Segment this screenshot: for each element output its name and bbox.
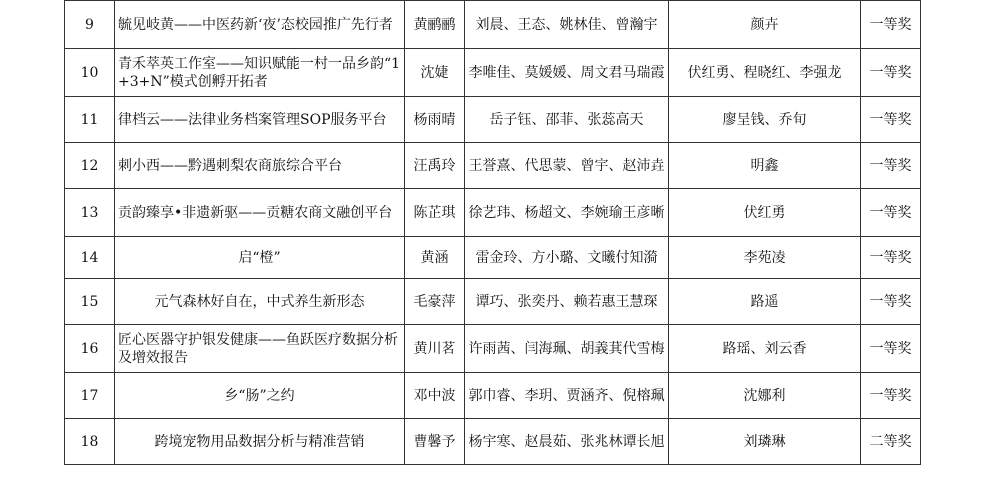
advisor-names: 刘璘琳 <box>669 419 861 465</box>
row-number: 11 <box>65 97 115 143</box>
row-number: 13 <box>65 189 115 237</box>
team-members: 郭巾睿、李玥、贾涵齐、倪榕珮 <box>465 373 669 419</box>
row-number: 18 <box>65 419 115 465</box>
row-number: 10 <box>65 49 115 97</box>
table-row <box>65 49 921 97</box>
leader-name: 杨雨晴 <box>405 97 465 143</box>
leader-name: 邓中波 <box>405 373 465 419</box>
advisor-names: 李苑凌 <box>669 237 861 279</box>
team-members: 徐艺玮、杨超文、李婉瑜王彦晰 <box>465 189 669 237</box>
project-name: 乡“肠”之约 <box>115 373 405 419</box>
award-level: 一等奖 <box>861 279 921 325</box>
table-row <box>65 279 921 325</box>
advisor-names: 颜卉 <box>669 1 861 49</box>
award-level: 一等奖 <box>861 97 921 143</box>
team-members: 杨宇寒、赵晨茹、张兆林谭长旭 <box>465 419 669 465</box>
leader-name: 汪禹玲 <box>405 143 465 189</box>
team-members: 许雨茜、闫海珮、胡義萁代雪梅 <box>465 325 669 373</box>
advisor-names: 明鑫 <box>669 143 861 189</box>
project-name: 贡韵臻享•非遗新驱——贡糖农商文融创平台 <box>115 189 405 237</box>
advisor-names: 沈娜利 <box>669 373 861 419</box>
advisor-names: 路遥 <box>669 279 861 325</box>
award-level: 二等奖 <box>861 419 921 465</box>
team-members: 李唯佳、莫媛媛、周文君马瑞霞 <box>465 49 669 97</box>
row-number: 15 <box>65 279 115 325</box>
awards-table <box>64 0 921 465</box>
project-name: 匠心医器守护银发健康——鱼跃医疗数据分析及增效报告 <box>115 325 405 373</box>
advisor-names: 廖呈钱、乔旬 <box>669 97 861 143</box>
award-level: 一等奖 <box>861 325 921 373</box>
leader-name: 黄川茗 <box>405 325 465 373</box>
leader-name: 黄鹂鹂 <box>405 1 465 49</box>
table-row <box>65 325 921 373</box>
advisor-names: 伏红勇 <box>669 189 861 237</box>
leader-name: 黄涵 <box>405 237 465 279</box>
advisor-names: 伏红勇、程晓红、李强龙 <box>669 49 861 97</box>
row-number: 12 <box>65 143 115 189</box>
table-row <box>65 97 921 143</box>
leader-name: 毛豪萍 <box>405 279 465 325</box>
leader-name: 沈婕 <box>405 49 465 97</box>
project-name: 跨境宠物用品数据分析与精准营销 <box>115 419 405 465</box>
row-number: 14 <box>65 237 115 279</box>
table-row <box>65 373 921 419</box>
project-name: 青禾萃英工作室——知识赋能一村一品乡韵“1+3+N”模式创孵开拓者 <box>115 49 405 97</box>
team-members: 王誉熹、代思蒙、曾宇、赵沛垚 <box>465 143 669 189</box>
award-level: 一等奖 <box>861 373 921 419</box>
table-row <box>65 237 921 279</box>
leader-name: 陈芷琪 <box>405 189 465 237</box>
award-level: 一等奖 <box>861 49 921 97</box>
team-members: 谭巧、张奕丹、赖若惠王慧琛 <box>465 279 669 325</box>
project-name: 律档云——法律业务档案管理SOP服务平台 <box>115 97 405 143</box>
team-members: 雷金玲、方小璐、文曦付知漪 <box>465 237 669 279</box>
project-name: 毓见岐黄——中医药新‘夜’态校园推广先行者 <box>115 1 405 49</box>
award-level: 一等奖 <box>861 237 921 279</box>
row-number: 9 <box>65 1 115 49</box>
award-level: 一等奖 <box>861 1 921 49</box>
table-row <box>65 419 921 465</box>
table-row <box>65 1 921 49</box>
leader-name: 曹馨予 <box>405 419 465 465</box>
row-number: 17 <box>65 373 115 419</box>
award-level: 一等奖 <box>861 189 921 237</box>
award-level: 一等奖 <box>861 143 921 189</box>
row-number: 16 <box>65 325 115 373</box>
table-row <box>65 143 921 189</box>
project-name: 刺小西——黔遇刺梨农商旅综合平台 <box>115 143 405 189</box>
table-row <box>65 189 921 237</box>
team-members: 刘晨、王态、姚林佳、曾瀚宇 <box>465 1 669 49</box>
advisor-names: 路瑶、刘云香 <box>669 325 861 373</box>
project-name: 元气森林好自在，中式养生新形态 <box>115 279 405 325</box>
team-members: 岳子钰、邵菲、张蕊高天 <box>465 97 669 143</box>
project-name: 启“橙” <box>115 237 405 279</box>
